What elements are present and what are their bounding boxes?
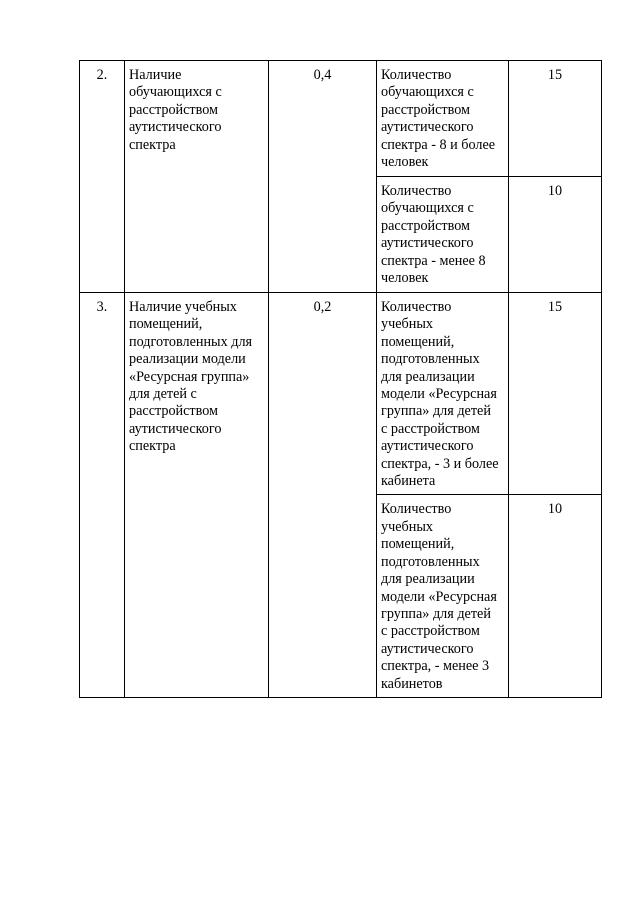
condition-cell	[377, 293, 509, 495]
points-cell	[509, 495, 602, 697]
points-value: 15	[547, 67, 563, 83]
criterion-text: Наличие учебных помещений, подготовленных для реализации модели «Ресурсная группа» для детей с расстройством аутистического спектра	[129, 299, 253, 455]
weight-value: 0,4	[313, 67, 332, 83]
row-number: 2.	[96, 67, 108, 83]
row-number-cell	[80, 61, 125, 293]
condition-text: Количество учебных помещений, подготовленных для реализации модели «Ресурсная группа» для детей с расстройством аутистического спектра, - менее 3 кабинетов	[381, 501, 497, 692]
weight-value: 0,2	[313, 299, 332, 315]
table-row	[80, 61, 602, 177]
criterion-cell	[125, 293, 269, 698]
points-cell	[509, 293, 602, 495]
condition-text: Количество обучающихся с расстройством аутистического спектра - менее 8 человек	[381, 183, 486, 287]
points-cell	[509, 177, 602, 293]
table-row	[80, 293, 602, 495]
row-number-cell	[80, 293, 125, 698]
condition-cell	[377, 177, 509, 293]
condition-text: Количество обучающихся с расстройством аутистического спектра - 8 и более человек	[381, 67, 496, 171]
row-number: 3.	[96, 299, 108, 315]
points-value: 10	[547, 183, 563, 199]
points-value: 10	[547, 501, 563, 518]
points-cell	[509, 61, 602, 177]
condition-cell	[377, 495, 509, 697]
condition-cell	[377, 61, 509, 177]
criterion-cell	[125, 61, 269, 293]
points-value: 15	[547, 299, 563, 315]
criteria-table	[79, 60, 602, 698]
condition-text: Количество учебных помещений, подготовленных для реализации модели «Ресурсная группа» для детей с расстройством аутистического спектра, - 3 и более кабинета	[381, 299, 499, 490]
weight-cell	[269, 293, 377, 698]
weight-cell	[269, 61, 377, 293]
criterion-text: Наличие обучающихся с расстройством аутистического спектра	[129, 67, 222, 153]
